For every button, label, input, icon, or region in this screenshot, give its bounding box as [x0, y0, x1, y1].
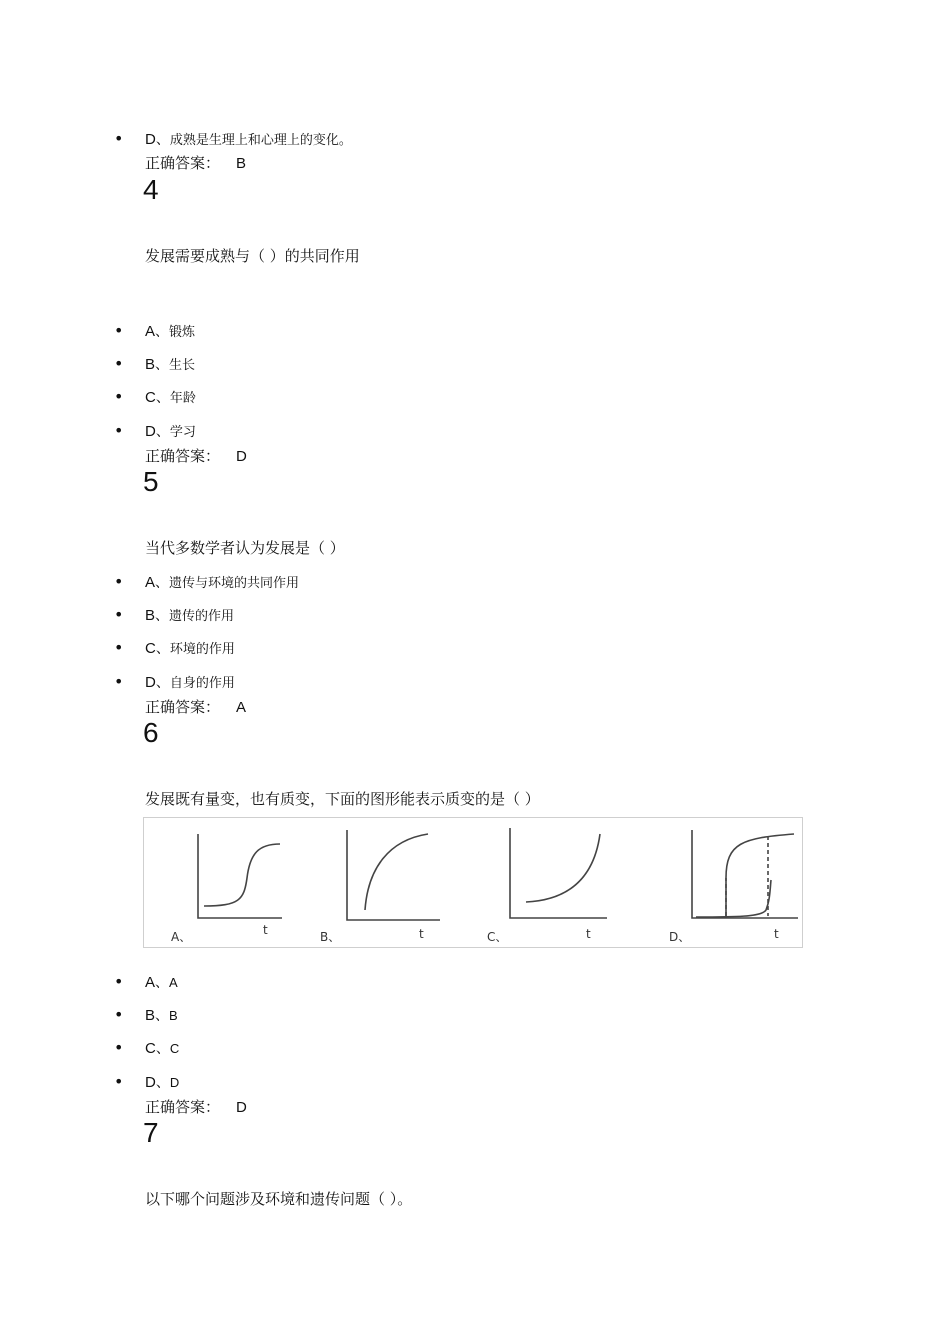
list-bullet: • — [114, 672, 124, 691]
graph-d-axes — [692, 830, 798, 918]
graph-c-axis-label: t — [586, 927, 591, 941]
graph-b-axes — [347, 830, 440, 920]
q4-number: 4 — [143, 174, 159, 205]
option-letter: D — [145, 423, 156, 440]
option-letter: D — [145, 131, 156, 148]
graph-c-axes — [510, 828, 607, 918]
graph-d-upper-curve — [726, 834, 794, 916]
q4-stem: 发展需要成熟与（ ）的共同作用 — [145, 247, 360, 265]
option-separator: 、 — [155, 324, 170, 340]
option-text: C — [169, 1041, 180, 1056]
q6-option-b — [145, 1005, 178, 1025]
q5-stem: 当代多数学者认为发展是（ ） — [145, 539, 345, 557]
list-bullet: • — [114, 354, 124, 373]
graph-b-axis-label: t — [419, 927, 424, 941]
list-bullet: • — [114, 1072, 124, 1091]
list-bullet: • — [114, 638, 124, 657]
q6-correct-answer — [145, 1096, 247, 1117]
q4-option-d — [145, 421, 196, 441]
graph-c-label: C、 — [487, 930, 508, 944]
option-separator: 、 — [155, 132, 170, 148]
list-bullet: • — [114, 1038, 124, 1057]
option-separator: 、 — [155, 641, 170, 657]
option-text: 成熟是生理上和心理上的变化。 — [169, 133, 352, 148]
q7-number: 7 — [143, 1117, 159, 1148]
option-text: 自身的作用 — [169, 676, 235, 691]
graph-b-label: B、 — [320, 930, 341, 944]
option-letter: A — [145, 574, 156, 591]
graph-d-lower-curve — [696, 880, 771, 917]
option-text: 生长 — [169, 358, 196, 373]
option-separator: 、 — [155, 390, 170, 406]
q4-option-a — [145, 321, 195, 341]
option-separator: 、 — [155, 1008, 170, 1024]
option-separator: 、 — [155, 424, 170, 440]
option-text: D — [169, 1075, 180, 1090]
graph-b-curve — [365, 834, 428, 910]
option-separator: 、 — [155, 608, 170, 624]
q5-option-a — [145, 572, 299, 592]
q5-correct-answer — [145, 696, 246, 717]
list-bullet: • — [114, 387, 124, 406]
q6-figure-graphs — [143, 817, 803, 948]
option-text: 锻炼 — [169, 325, 196, 340]
list-bullet: • — [114, 572, 124, 591]
answer-value: D — [236, 448, 247, 465]
q4-option-b — [145, 354, 195, 374]
graph-a-axis-label: t — [263, 923, 268, 937]
q6-option-d — [145, 1072, 179, 1092]
q6-stem: 发展既有量变，也有质变，下面的图形能表示质变的是（ ） — [145, 790, 540, 808]
graph-d-axis-label: t — [774, 927, 779, 941]
list-bullet: • — [114, 421, 124, 440]
option-separator: 、 — [155, 1075, 170, 1091]
q5-option-b — [145, 605, 234, 625]
q6-number: 6 — [143, 717, 159, 748]
option-separator: 、 — [155, 575, 170, 591]
graph-a-curve — [204, 844, 280, 906]
q5-option-c — [145, 638, 235, 658]
option-text: A — [169, 975, 178, 990]
option-text: 遗传的作用 — [169, 609, 235, 624]
list-bullet: • — [114, 129, 124, 148]
option-letter: A — [145, 323, 156, 340]
list-bullet: • — [114, 972, 124, 991]
option-text: 环境的作用 — [169, 642, 235, 657]
option-separator: 、 — [155, 675, 170, 691]
option-separator: 、 — [155, 357, 170, 373]
option-letter: B — [145, 356, 156, 373]
answer-label: 正确答案： — [145, 1098, 221, 1116]
q4-correct-answer — [145, 445, 247, 466]
answer-label: 正确答案： — [145, 698, 221, 716]
answer-value: B — [236, 155, 247, 172]
option-text: 学习 — [169, 425, 196, 440]
list-bullet: • — [114, 1005, 124, 1024]
q3-correct-answer — [145, 152, 246, 173]
option-text: B — [169, 1008, 178, 1023]
option-letter: C — [145, 640, 156, 657]
graph-b — [347, 830, 440, 920]
option-letter: C — [145, 389, 156, 406]
graphs-svg — [144, 818, 804, 949]
list-bullet: • — [114, 321, 124, 340]
answer-label: 正确答案： — [145, 154, 221, 172]
q4-option-c — [145, 387, 196, 407]
q7-stem: 以下哪个问题涉及环境和遗传问题（ ）。 — [145, 1190, 413, 1208]
list-bullet: • — [114, 605, 124, 624]
graph-d-dashed-jumps — [726, 836, 768, 916]
option-text: 年龄 — [169, 391, 196, 406]
q6-option-a — [145, 972, 178, 992]
q3-option-d — [145, 129, 352, 149]
q5-number: 5 — [143, 466, 159, 497]
option-letter: D — [145, 674, 156, 691]
option-letter: B — [145, 607, 156, 624]
graph-a-label: A、 — [171, 930, 192, 944]
q6-option-c — [145, 1038, 179, 1058]
option-letter: A — [145, 974, 156, 991]
graph-c-curve — [526, 834, 600, 902]
graph-d-label: D、 — [669, 930, 691, 944]
option-letter: D — [145, 1074, 156, 1091]
q5-option-d — [145, 672, 235, 692]
option-separator: 、 — [155, 975, 170, 991]
graph-a — [198, 834, 282, 918]
graph-d — [692, 830, 798, 918]
option-text: 遗传与环境的共同作用 — [169, 576, 300, 591]
graph-c — [510, 828, 607, 918]
answer-value: D — [236, 1099, 247, 1116]
answer-label: 正确答案： — [145, 447, 221, 465]
answer-value: A — [236, 699, 247, 716]
option-letter: B — [145, 1007, 156, 1024]
option-separator: 、 — [155, 1041, 170, 1057]
option-letter: C — [145, 1040, 156, 1057]
